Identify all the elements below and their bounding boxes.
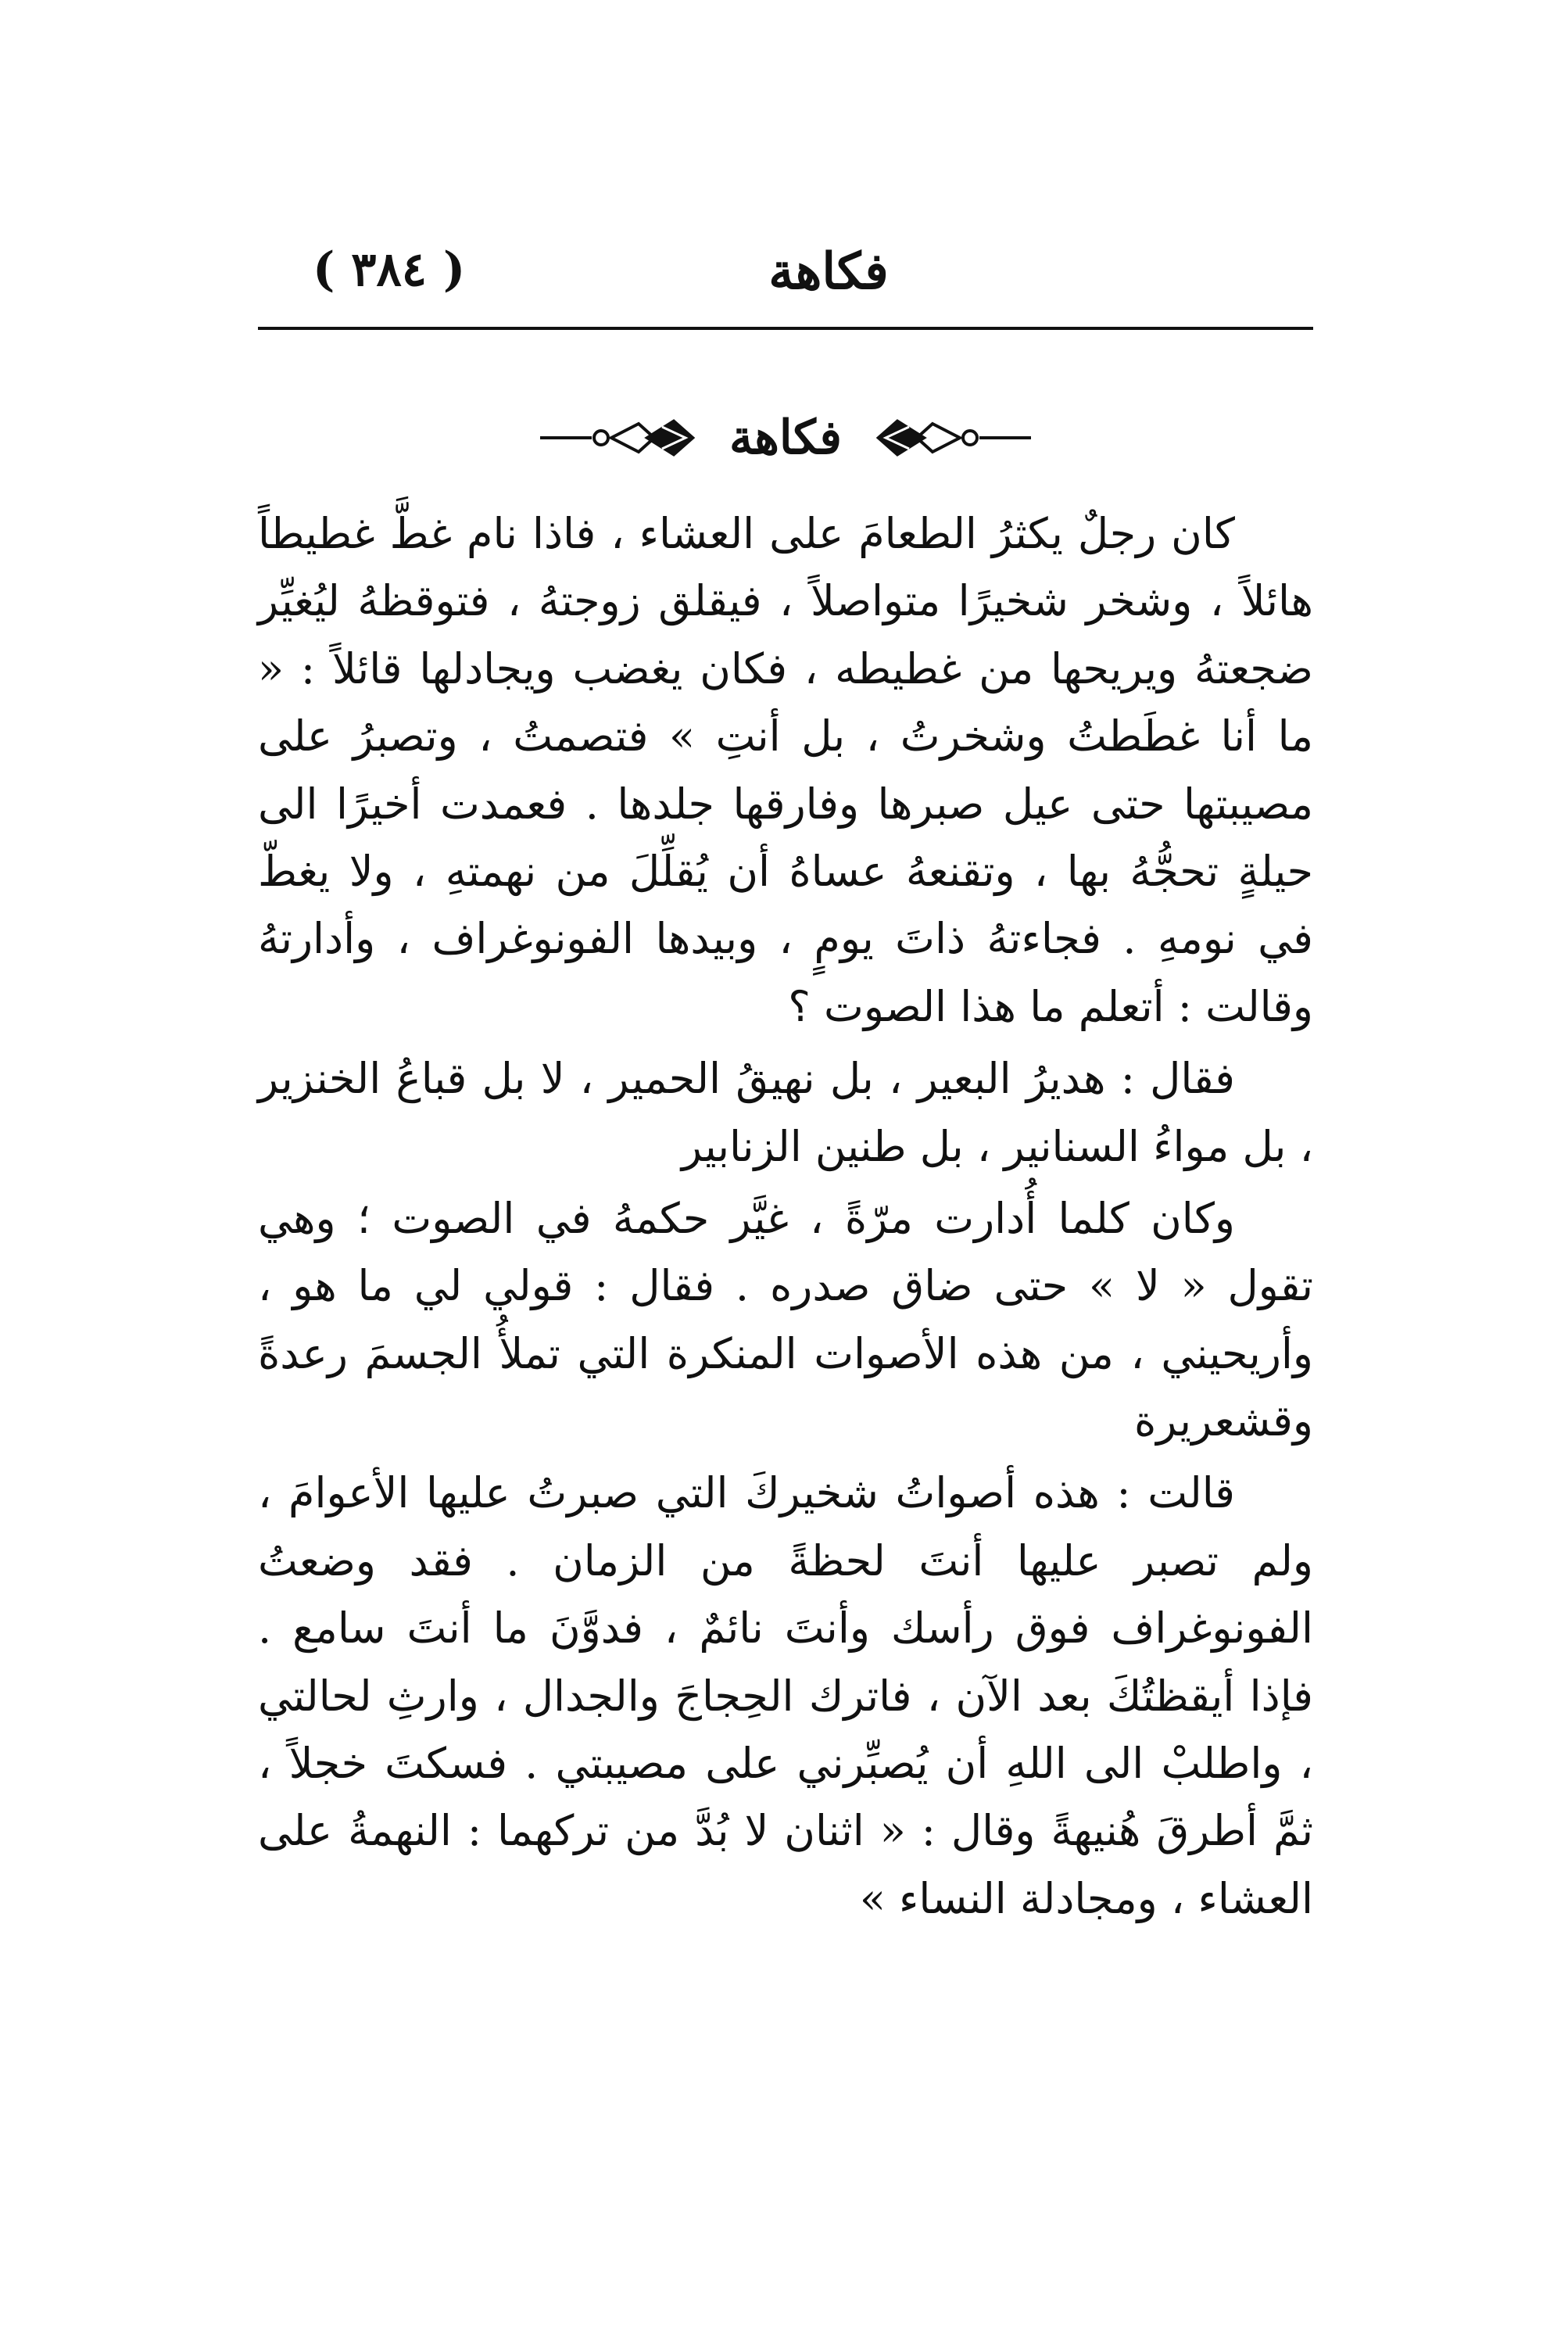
section-title: فكاهة xyxy=(729,410,842,465)
right-scroll-ornament-icon xyxy=(862,414,1034,461)
running-title: فكاهة xyxy=(768,242,889,301)
paragraph-3: وكان كلما أُدارت مرّةً ، غيَّر حكمهُ في الصوت ؛ وهي تقول « لا » حتى ضاق صدره . فقال : قولي لي ما هو ، وأريحيني ، من هذه الأصوات المنكرة التي تملأُ الجسمَ رعدةً وقشعريرة xyxy=(258,1193,1313,1446)
running-header xyxy=(258,235,1313,321)
left-scroll-ornament-icon xyxy=(537,414,709,461)
paragraph-2: فقال : هديرُ البعير ، بل نهيقُ الحمير ، لا بل قباعُ الخنزير ، بل مواءُ السنانير ، بل طنين الزنابير xyxy=(258,1054,1313,1171)
page-number: ( ٣٨٤ ) xyxy=(313,242,466,297)
body-text xyxy=(258,500,1313,1937)
header-rule xyxy=(258,327,1313,330)
paragraph-4: قالت : هذه أصواتُ شخيركَ التي صبرتُ عليها الأعوامَ ، ولم تصبر عليها أنتَ لحظةً من الزمان . فقد وضعتُ الفونوغراف فوق رأسك وأنتَ نائمٌ ، فدوَّنَ ما أنتَ سامع . فإذا أيقظتُكَ بعد الآن ، فاترك الحِجاجَ والجدال ، وارثِ لحالتي ، واطلبْ الى اللهِ أن يُصبِّرني على مصيبتي . فسكتَ خجلاً ، ثمَّ أطرقَ هُنيهةً وقال : « اثنان لا بُدَّ من تركهما : النهمةُ على العشاء ، ومجادلة النساء » xyxy=(258,1468,1313,1923)
section-heading xyxy=(258,399,1313,477)
paragraph-1: كان رجلٌ يكثرُ الطعامَ على العشاء ، فاذا نام غطَّ غطيطاً هائلاً ، وشخر شخيرًا متواصلاً ، فيقلق زوجتهُ ، فتوقظهُ ليُغيِّر ضجعتهُ ويريحها من غطيطه ، فكان يغضب ويجادلها قائلاً : « ما أنا غطَطتُ وشخرتُ ، بل أنتِ » فتصمتُ ، وتصبرُ على مصيبتها حتى عيل صبرها وفارقها جلدها . فعمدت أخيرًا الى حيلةٍ تحجُّهُ بها ، وتقنعهُ عساهُ أن يُقلِّلَ من نهمتهِ ، ولا يغطّ في نومهِ . فجاءتهُ ذاتَ يومٍ ، وبيدها الفونوغراف ، وأدارتهُ وقالت : أتعلم ما هذا الصوت ؟ xyxy=(258,509,1313,1031)
